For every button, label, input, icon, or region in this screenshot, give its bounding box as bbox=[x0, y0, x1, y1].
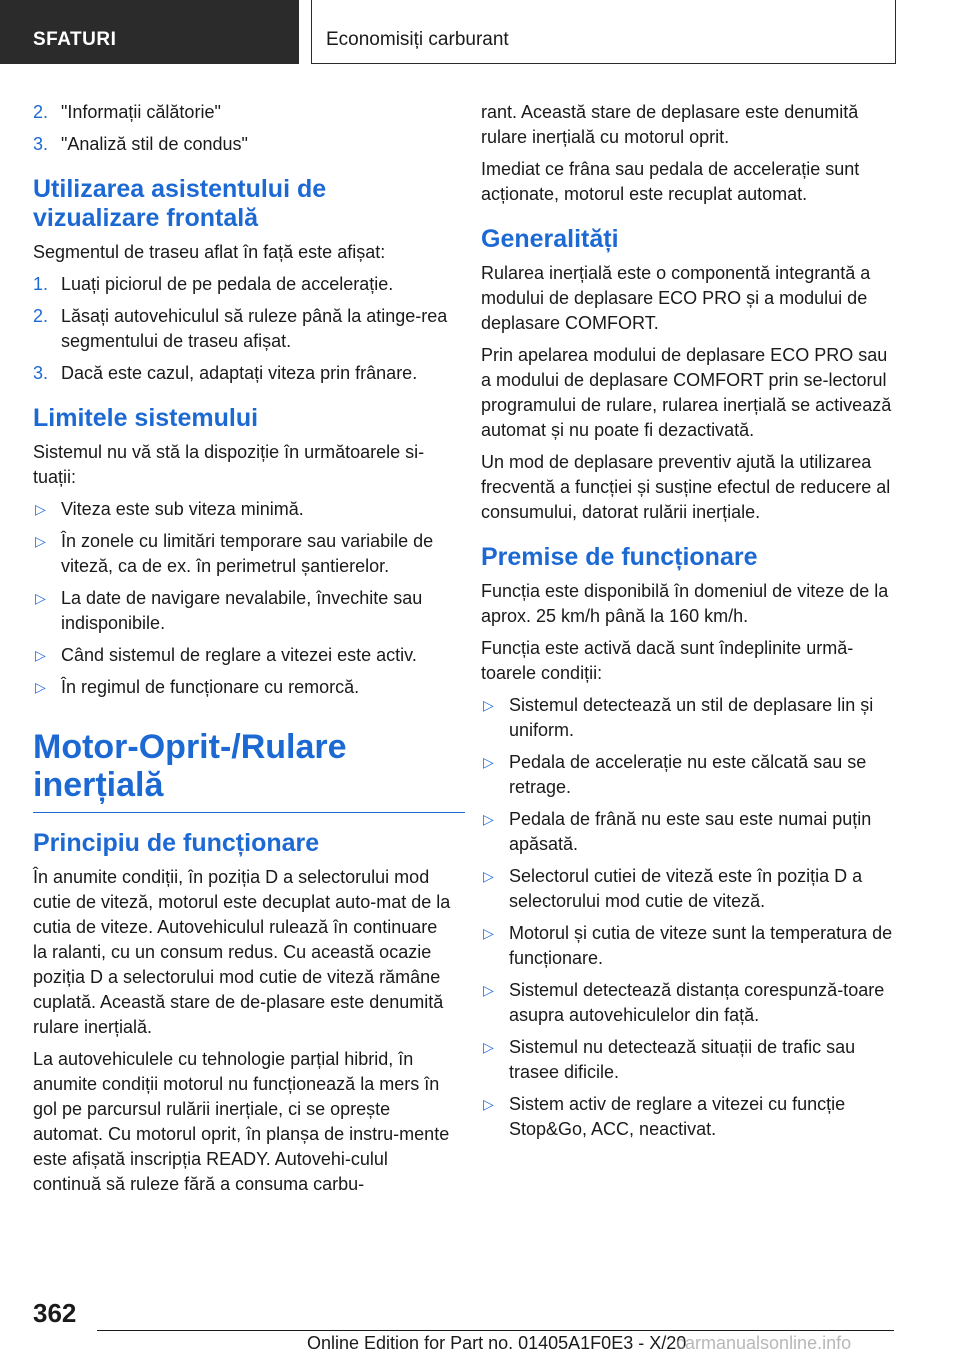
paragraph: Imediat ce frâna sau pedala de accelerație sunt acționate, motorul este recuplat automat. bbox=[481, 159, 860, 204]
triangle-bullet-icon: ▷ bbox=[483, 754, 494, 770]
triangle-bullet-icon: ▷ bbox=[35, 533, 46, 549]
paragraph: Funcția este disponibilă în domeniul de viteze de la aprox. 25 km/h până la 160 km/h. bbox=[481, 581, 889, 626]
bullet-text: Sistem activ de reglare a vitezei cu funcție Stop&Go, ACC, neactivat. bbox=[509, 1094, 846, 1139]
list-text: Luați piciorul de pe pedala de accelerație. bbox=[61, 274, 394, 294]
bullet-item bbox=[481, 864, 899, 914]
bullet-text: Motorul și cutia de viteze sunt la temperatura de funcționare. bbox=[509, 923, 893, 968]
heading-motor: Motor-Oprit-/Rulare inerțială bbox=[33, 728, 465, 813]
list-item bbox=[33, 100, 451, 125]
triangle-bullet-icon: ▷ bbox=[35, 647, 46, 663]
bullet-item bbox=[33, 529, 451, 579]
paragraph: La autovehiculele cu tehnologie parțial hibrid, în anumite condiții motorul nu funcționează la mers în gol pe parcursul rulării inerțiale, ci se oprește automat. Cu motorul oprit, în planșa de instru‐mente este afișată inscripția READY. Autovehi‐culul continuă să ruleze fără a consuma carbu‐ bbox=[33, 1049, 450, 1194]
list-text: "Informații călătorie" bbox=[61, 102, 221, 122]
bullet-item bbox=[33, 586, 451, 636]
triangle-bullet-icon: ▷ bbox=[35, 679, 46, 695]
paragraph: Funcția este activă dacă sunt îndeplinite urmă‐toarele condiții: bbox=[481, 638, 854, 683]
bullet-item bbox=[481, 1035, 899, 1085]
bullet-text: Viteza este sub viteza minimă. bbox=[61, 499, 304, 519]
list-number: 3. bbox=[33, 363, 49, 383]
bullet-text: Sistemul detectează distanța corespunză‐toare asupra autovehiculelor din față. bbox=[509, 980, 885, 1025]
list-item bbox=[33, 361, 451, 386]
left-column bbox=[33, 100, 451, 1204]
page-header bbox=[0, 0, 960, 66]
list-item bbox=[33, 304, 451, 354]
paragraph: În anumite condiții, în poziția D a selectorului mod cutie de viteză, motorul este decuplat auto‐mat de la cutia de viteze. Autovehiculul rulează în continuare la ralanti, cu un consum redus. Cu această ocazie poziția D a selectorului mod cutie de viteză rămâne cuplată. Această stare de de‐plasare este denumită rulare inerțială. bbox=[33, 867, 451, 1037]
paragraph: Segmentul de traseu aflat în față este afișat: bbox=[33, 242, 386, 262]
triangle-bullet-icon: ▷ bbox=[35, 590, 46, 606]
bullet-item bbox=[481, 750, 899, 800]
triangle-bullet-icon: ▷ bbox=[483, 1039, 494, 1055]
list-number: 1. bbox=[33, 274, 49, 294]
paragraph: Un mod de deplasare preventiv ajută la utilizarea frecventă a funcției și susține efectul de reducere al consumului, datorat rulării inerțiale. bbox=[481, 452, 891, 522]
triangle-bullet-icon: ▷ bbox=[35, 501, 46, 517]
bullet-item bbox=[481, 978, 899, 1028]
list-item bbox=[33, 272, 451, 297]
list-number: 2. bbox=[33, 306, 49, 326]
footer-divider bbox=[97, 1330, 894, 1331]
list-item bbox=[33, 132, 451, 157]
watermark: carmanualsonline.info bbox=[676, 1333, 852, 1353]
list-text: Lăsați autovehiculul să ruleze până la atinge‐rea segmentului de traseu afișat. bbox=[61, 306, 448, 351]
bullet-item bbox=[481, 807, 899, 857]
bullet-item bbox=[33, 497, 451, 522]
paragraph: Prin apelarea modului de deplasare ECO PRO sau a modului de deplasare COMFORT prin se‐lectorul programului de rulare, rularea inerțială se activează automat și nu poate fi dezactivată. bbox=[481, 345, 892, 440]
bullet-text: Când sistemul de reglare a vitezei este activ. bbox=[61, 645, 417, 665]
paragraph: Sistemul nu vă stă la dispoziție în următoarele si‐tuații: bbox=[33, 442, 425, 487]
triangle-bullet-icon: ▷ bbox=[483, 1096, 494, 1112]
section-tab: SFATURI bbox=[0, 0, 299, 64]
heading-premise: Premise de funcționare bbox=[481, 543, 758, 571]
list-text: "Analiză stil de condus" bbox=[61, 134, 248, 154]
bullet-text: Sistemul nu detectează situații de trafic sau trasee dificile. bbox=[509, 1037, 856, 1082]
heading-general: Generalități bbox=[481, 225, 619, 253]
bullet-text: Sistemul detectează un stil de deplasare lin și uniform. bbox=[509, 695, 874, 740]
triangle-bullet-icon: ▷ bbox=[483, 697, 494, 713]
triangle-bullet-icon: ▷ bbox=[483, 982, 494, 998]
bullet-text: În regimul de funcționare cu remorcă. bbox=[61, 677, 360, 697]
heading-limits: Limitele sistemului bbox=[33, 404, 259, 432]
bullet-item bbox=[33, 675, 451, 700]
triangle-bullet-icon: ▷ bbox=[483, 925, 494, 941]
bullet-text: Selectorul cutiei de viteză este în poziția D a selectorului mod cutie de viteză. bbox=[509, 866, 863, 911]
bullet-item bbox=[481, 1092, 899, 1142]
paragraph: rant. Această stare de deplasare este denumită rulare inerțială cu motorul oprit. bbox=[481, 102, 859, 147]
bullet-item bbox=[481, 693, 899, 743]
paragraph: Rularea inerțială este o componentă integrantă a modului de deplasare ECO PRO și a modului de deplasare COMFORT. bbox=[481, 263, 871, 333]
bullet-text: În zonele cu limitări temporare sau variabile de viteză, ca de ex. în perimetrul șantierelor. bbox=[61, 531, 434, 576]
heading-hud: Utilizarea asistentului de vizualizare frontală bbox=[33, 175, 327, 232]
list-number: 2. bbox=[33, 102, 49, 122]
edition-note: Online Edition for Part no. 01405A1F0E3 - X/20 bbox=[307, 1333, 687, 1353]
right-column bbox=[481, 100, 899, 1149]
bullet-text: Pedala de frână nu este sau este numai puțin apăsată. bbox=[509, 809, 872, 854]
bullet-text: Pedala de accelerație nu este călcată sau se retrage. bbox=[509, 752, 867, 797]
list-text: Dacă este cazul, adaptați viteza prin frânare. bbox=[61, 363, 418, 383]
list-number: 3. bbox=[33, 134, 49, 154]
heading-principle: Principiu de funcționare bbox=[33, 829, 320, 857]
chapter-title: Economisiți carburant bbox=[311, 0, 896, 64]
bullet-item bbox=[481, 921, 899, 971]
triangle-bullet-icon: ▷ bbox=[483, 811, 494, 827]
bullet-text: La date de navigare nevalabile, învechite sau indisponibile. bbox=[61, 588, 423, 633]
triangle-bullet-icon: ▷ bbox=[483, 868, 494, 884]
page-number: 362 bbox=[33, 1298, 77, 1328]
bullet-item bbox=[33, 643, 451, 668]
